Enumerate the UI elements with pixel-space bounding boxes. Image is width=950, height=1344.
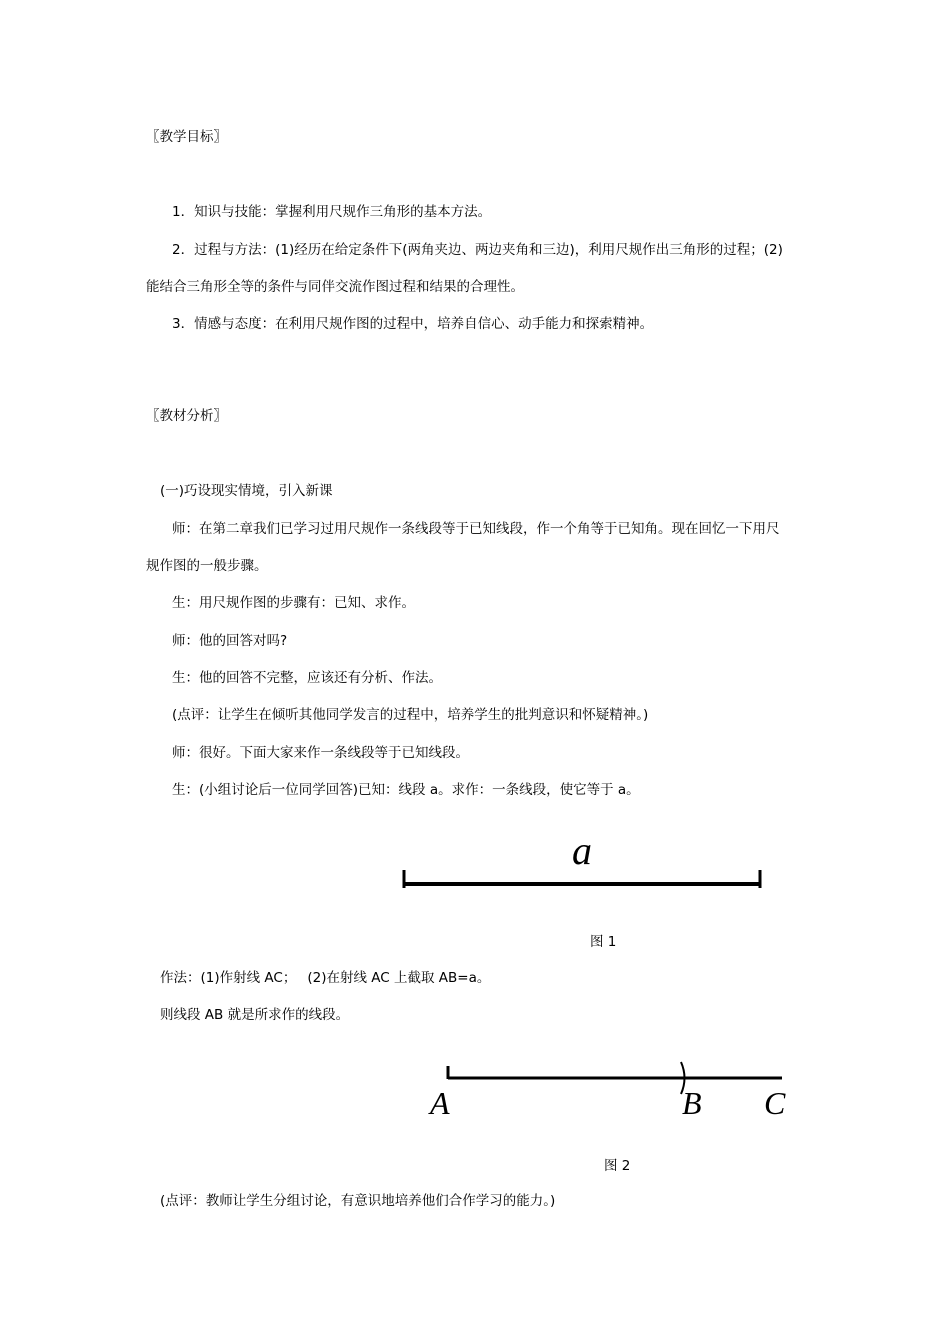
figure-2-caption: 图 2 bbox=[604, 1158, 631, 1174]
point-c-label: C bbox=[764, 1085, 786, 1121]
lesson-line: 生：用尺规作图的步骤有：已知、求作。 bbox=[172, 595, 415, 611]
point-a-label: A bbox=[430, 1085, 450, 1121]
lesson-line: 师：在第二章我们已学习过用尺规作一条线段等于已知线段，作一个角等于已知角。现在回忆一下用尺 bbox=[172, 521, 780, 537]
objective-2-cont: 能结合三角形全等的条件与同伴交流作图过程和结果的合理性。 bbox=[146, 279, 524, 295]
figure-1-caption: 图 1 bbox=[590, 934, 617, 950]
figure-2-ray bbox=[426, 1056, 796, 1126]
objective-2: 2．过程与方法：(1)经历在给定条件下(两角夹边、两边夹角和三边)，利用尺规作出三角形的过程；(2) bbox=[172, 242, 783, 258]
figure-1-segment bbox=[396, 826, 768, 896]
lesson-comment: (点评：让学生在倾听其他同学发言的过程中，培养学生的批判意识和怀疑精神。) bbox=[172, 707, 649, 723]
segment-a-label: a bbox=[572, 828, 592, 873]
point-b-label: B bbox=[682, 1085, 702, 1121]
lesson-line: 师：他的回答对吗? bbox=[172, 633, 288, 649]
objective-3: 3．情感与态度：在利用尺规作图的过程中，培养自信心、动手能力和探索精神。 bbox=[172, 316, 654, 332]
lesson-line: 生：他的回答不完整，应该还有分析、作法。 bbox=[172, 670, 442, 686]
objective-1: 1．知识与技能：掌握利用尺规作三角形的基本方法。 bbox=[172, 204, 492, 220]
analysis-heading: 〖教材分析〗 bbox=[146, 408, 227, 424]
method-result: 则线段 AB 就是所求作的线段。 bbox=[160, 1007, 350, 1023]
lesson-line: 规作图的一般步骤。 bbox=[146, 558, 268, 574]
lesson-line: 生：(小组讨论后一位同学回答)已知：线段 a。求作：一条线段，使它等于 a。 bbox=[172, 782, 640, 798]
comment-2: (点评：教师让学生分组讨论，有意识地培养他们合作学习的能力。) bbox=[160, 1193, 556, 1209]
objectives-heading: 〖教学目标〗 bbox=[146, 129, 227, 145]
method-steps: 作法：(1)作射线 AC； (2)在射线 AC 上截取 AB=a。 bbox=[160, 970, 491, 986]
lesson-line: 师：很好。下面大家来作一条线段等于已知线段。 bbox=[172, 745, 469, 761]
lesson-intro: (一)巧设现实情境，引入新课 bbox=[160, 483, 333, 499]
